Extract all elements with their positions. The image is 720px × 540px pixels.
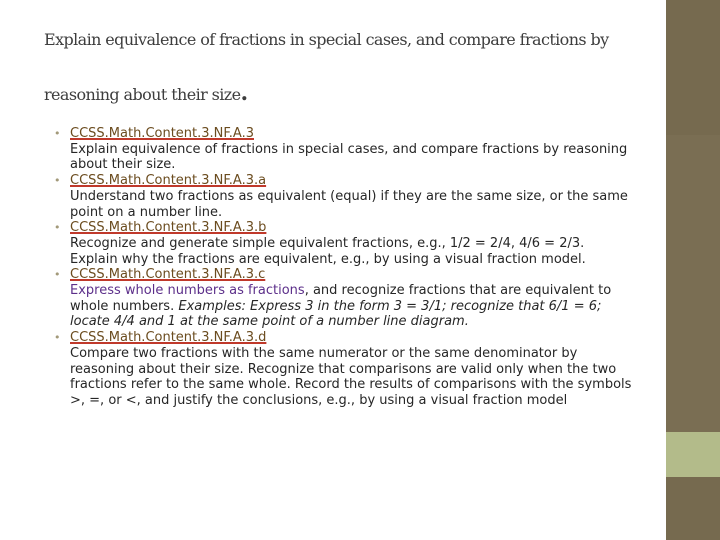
bullet-icon: • — [54, 268, 61, 282]
bullet-icon: • — [54, 127, 61, 140]
examples-text: Examples: Express 3 in the form 3 = 3/1; recognize that 6/1 = 6; locate 4/4 and 1 at the same point of a number line diagram. — [70, 298, 602, 330]
standard-link[interactable]: CCSS.Math.Content.3.NF.A.3.c — [70, 267, 266, 283]
standards-list — [54, 126, 634, 409]
title-line-2 — [44, 82, 248, 104]
standard-description: Explain equivalence of fractions in special cases, and compare fractions by reasoning about their size. — [70, 141, 628, 173]
bullet-icon: • — [54, 331, 61, 345]
sidebar-block-top — [666, 0, 720, 135]
list-item — [54, 173, 634, 220]
title-period: . — [240, 80, 248, 106]
highlight-text: Express whole numbers as fractions — [70, 283, 305, 299]
sidebar-block-accent — [666, 432, 720, 477]
standard-description — [70, 283, 634, 330]
title-line-1: Explain equivalence of fractions in special cases, and compare fractions by — [44, 30, 609, 49]
bullet-icon: • — [54, 174, 61, 188]
standard-link[interactable]: CCSS.Math.Content.3.NF.A.3.a — [70, 173, 267, 189]
list-item — [54, 330, 634, 409]
standard-description: Compare two fractions with the same numerator or the same denominator by reasoning about their size. Recognize that comparisons are valid only when the two fractions refer to the same whole. Record the results of comparisons with the symbols >, =, or <, and justify the conclusions, e.g., by using a visual fraction model — [70, 345, 632, 408]
standard-description: Recognize and generate simple equivalent fractions, e.g., 1/2 = 2/4, 4/6 = 2/3. Explain why the fractions are equivalent, e.g., by using a visual fraction model. — [70, 235, 586, 267]
bullet-icon: • — [54, 221, 61, 235]
standard-link[interactable]: CCSS.Math.Content.3.NF.A.3.b — [70, 220, 267, 236]
standard-description: Understand two fractions as equivalent (equal) if they are the same size, or the same point on a number line. — [70, 188, 628, 220]
sidebar-block-middle — [666, 135, 720, 432]
description-text: , and recognize fractions that are equivalent to whole numbers. — [70, 283, 612, 314]
standard-link[interactable]: CCSS.Math.Content.3.NF.A.3 — [70, 126, 254, 141]
list-item — [54, 267, 634, 330]
sidebar-block-bottom — [666, 477, 720, 540]
standard-link[interactable]: CCSS.Math.Content.3.NF.A.3.d — [70, 330, 267, 346]
title-line-2-text: reasoning about their size — [44, 85, 241, 104]
slide-sidebar-decoration — [666, 0, 720, 540]
list-item — [54, 126, 634, 173]
list-item — [54, 220, 634, 267]
